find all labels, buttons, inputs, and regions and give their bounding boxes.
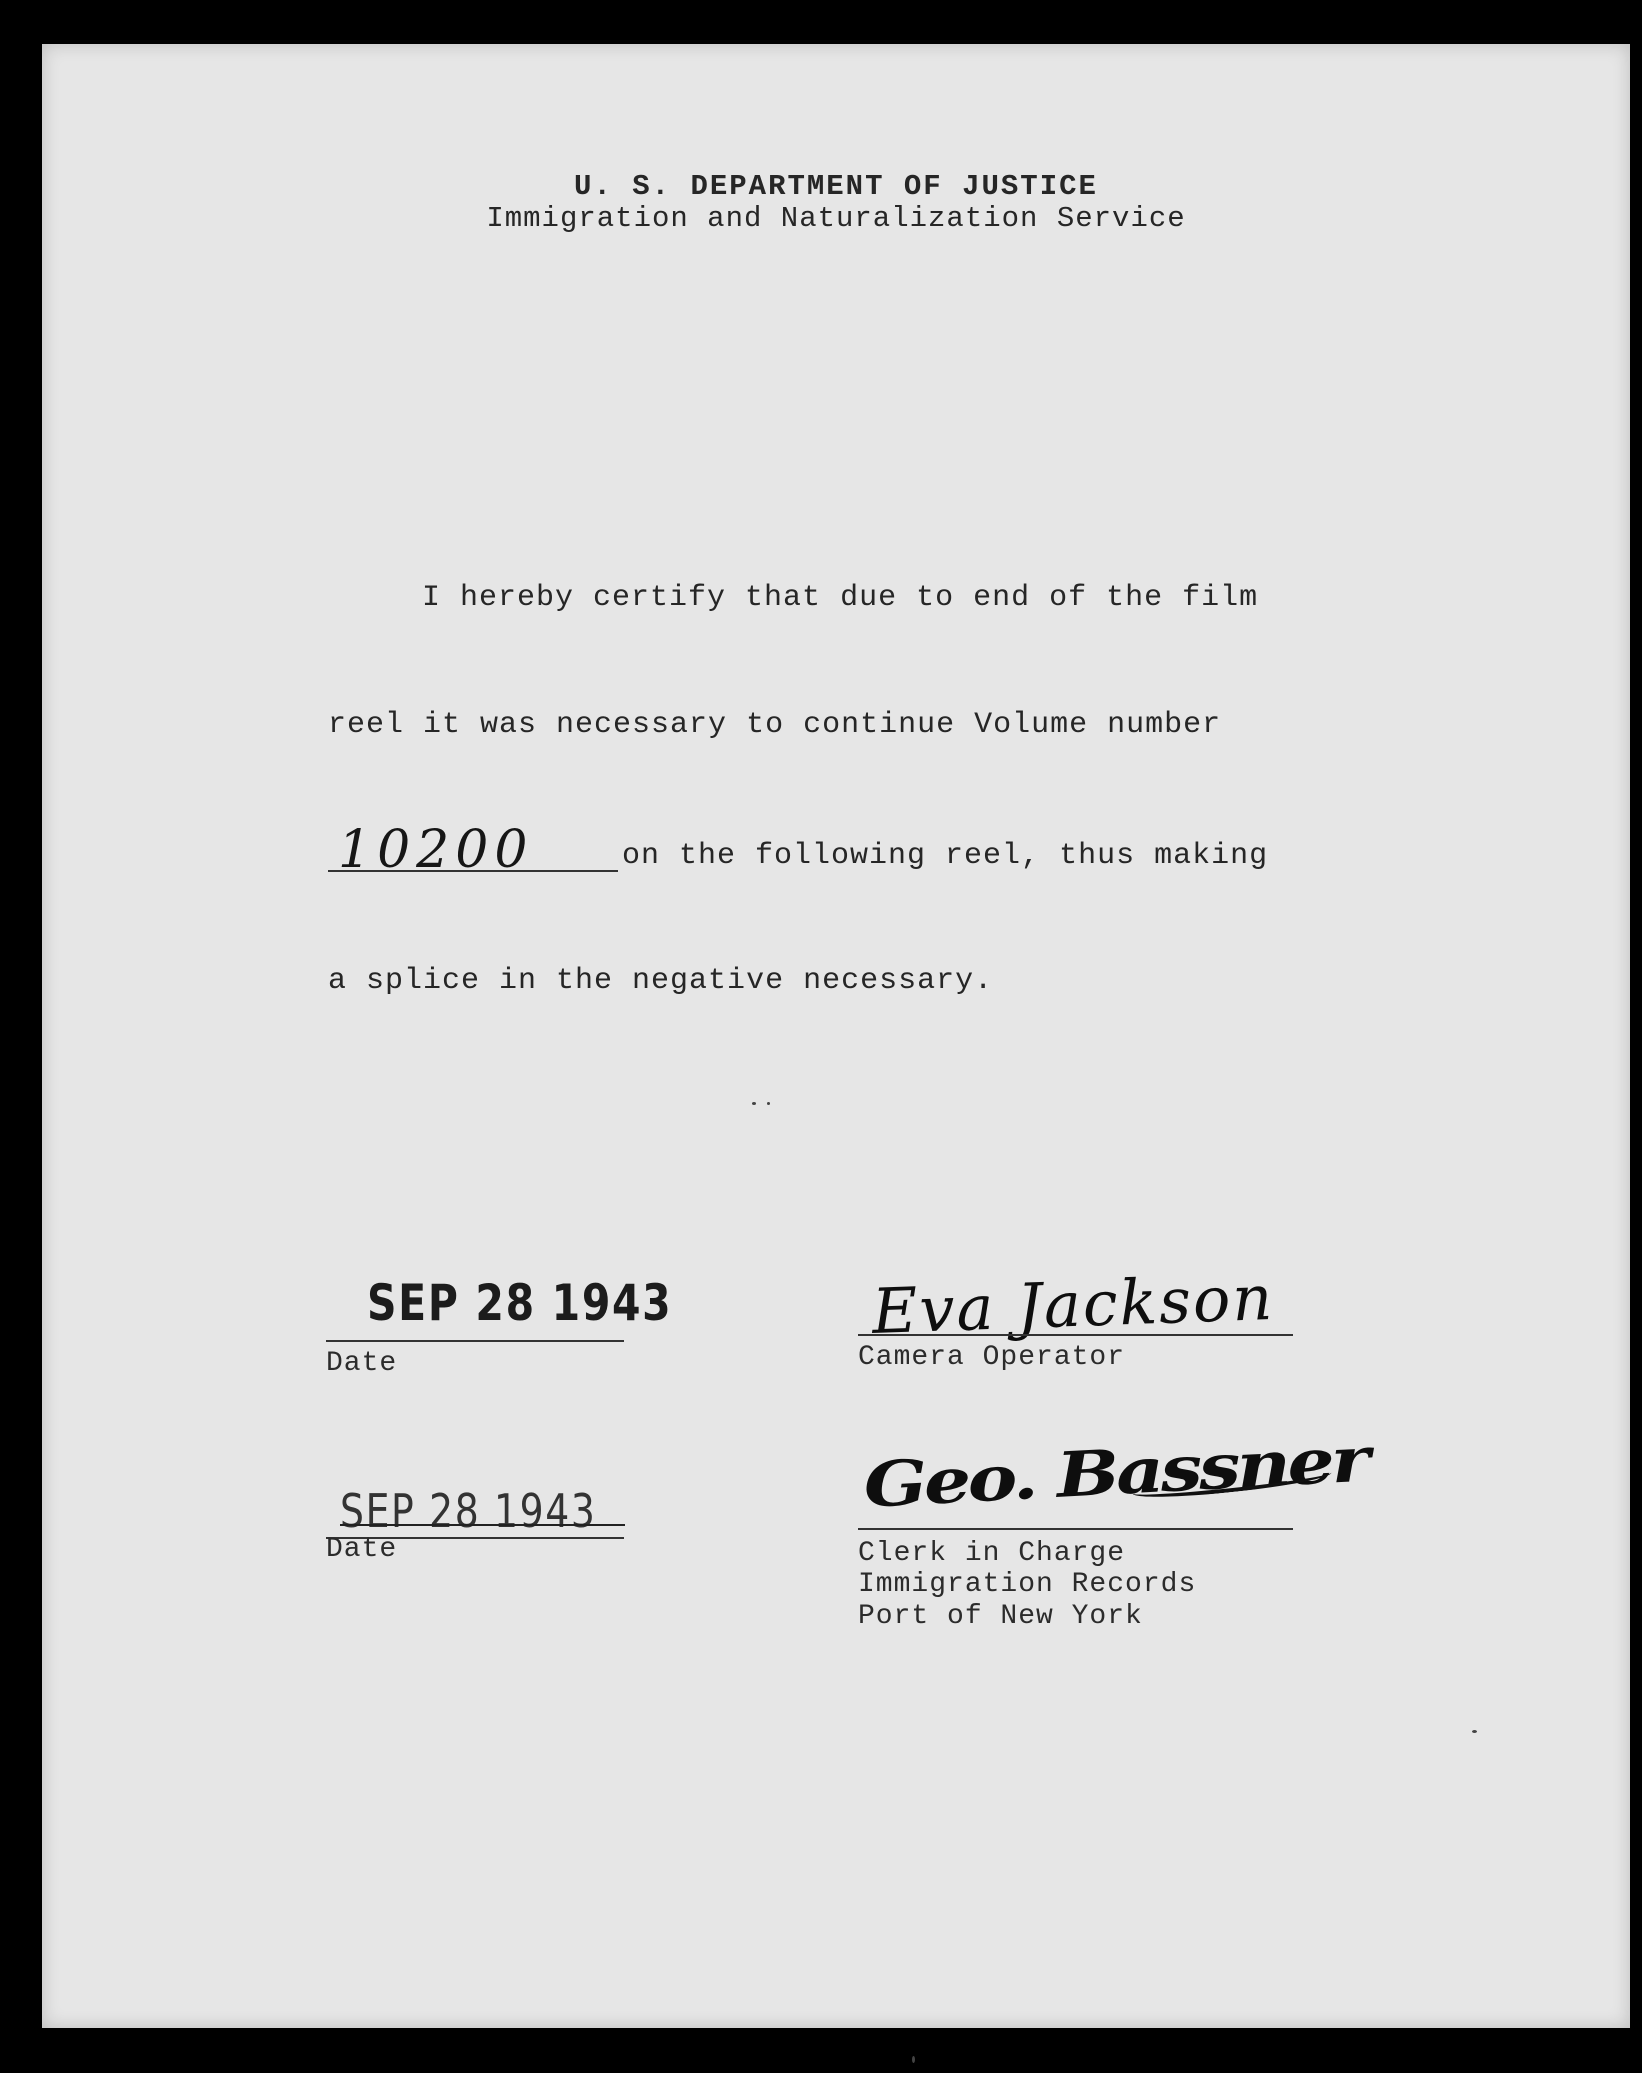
date-stamp-1: SEP 28 1943 [367,1274,673,1332]
certification-line-2: reel it was necessary to continue Volume number [328,708,1222,742]
dust-speck [1472,1730,1477,1733]
camera-operator-label: Camera Operator [858,1342,1126,1373]
clerk-label-title: Clerk in Charge [858,1538,1126,1569]
dust-speck [767,1102,770,1105]
date-1-rule [326,1340,624,1342]
paper-sheet [42,44,1630,2028]
volume-number-blank-line [328,870,618,872]
date-stamp-2-strikethrough [340,1524,625,1526]
clerk-label-location: Port of New York [858,1601,1143,1632]
date-stamp-2: SEP 28 1943 [340,1484,597,1538]
service-heading: Immigration and Naturalization Service [486,202,1186,235]
date-2-label: Date [326,1534,398,1565]
camera-operator-rule [858,1334,1293,1336]
certification-line-3: on the following reel, thus making [622,839,1269,873]
certification-line-1: I hereby certify that due to end of the film [422,581,1259,615]
agency-heading: U. S. DEPARTMENT OF JUSTICE [574,170,1098,203]
certification-line-4: a splice in the negative necessary. [328,964,994,998]
dust-speck [752,1102,756,1105]
clerk-signature: Geo. Bassner [862,1422,1369,1522]
clerk-label-office: Immigration Records [858,1569,1197,1600]
dust-speck [912,2056,915,2063]
volume-number-handwritten: 10200 [338,820,534,880]
date-1-label: Date [326,1348,398,1379]
clerk-rule [858,1528,1293,1530]
camera-operator-signature: Eva Jackson [870,1261,1276,1348]
